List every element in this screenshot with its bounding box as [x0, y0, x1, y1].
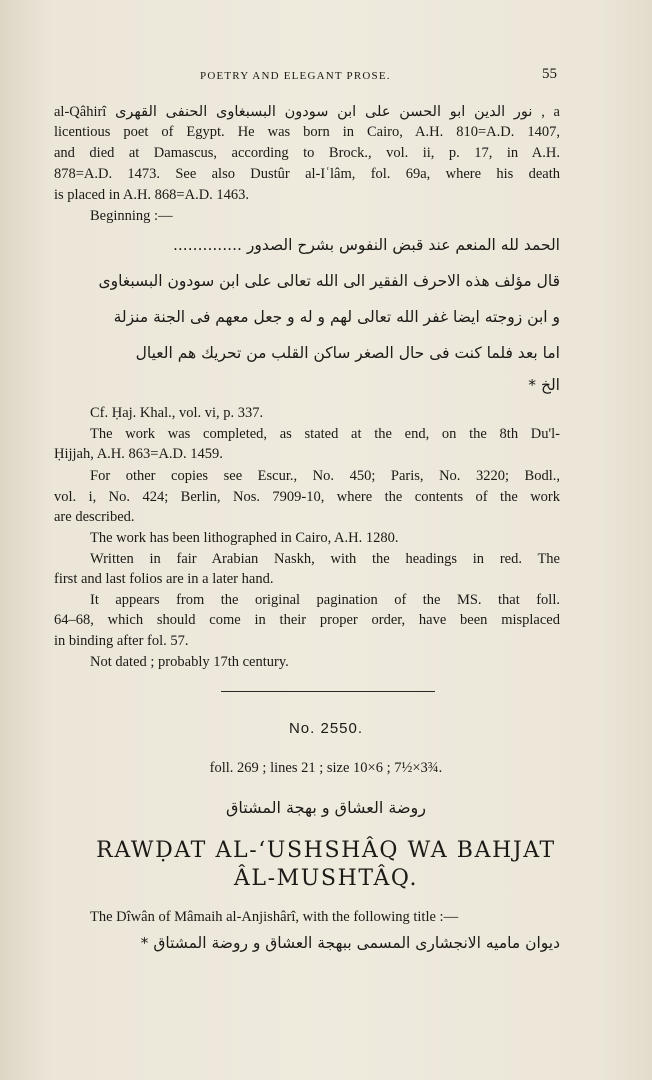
note-line: vol. i, No. 424; Berlin, Nos. 7909-10, where the contents of the work: [54, 489, 560, 505]
author-line: al-Qâhirî نور الدين ابو الحسن على ابن سودون البسبغاوى الحنفى القهرى , a: [54, 104, 560, 120]
note-line: in binding after fol. 57.: [54, 633, 189, 649]
note-line: The work was completed, as stated at the end, on the 8th Du'l-: [90, 426, 560, 442]
arabic-incipit-line: قال مؤلف هذه الاحرف الفقير الى الله تعالى على ابن سودون البسبغاوى: [98, 272, 560, 290]
arabic-incipit-line: اما بعد فلما كنت فى حال الصغر ساكن القلب من تحريك هم العيال: [135, 344, 560, 362]
note-line: The work has been lithographed in Cairo, A.H. 1280.: [90, 530, 399, 546]
description-line: The Dîwân of Mâmaih al-Anjishârî, with the following title :—: [90, 909, 459, 925]
arabic-title-quote: ديوان ماميه الانجشارى المسمى ببهجة العشاق و روضة المشتاق *: [140, 934, 560, 952]
note-line: Not dated ; probably 17th century.: [90, 654, 289, 670]
folio-info: foll. 269 ; lines 21 ; size 10×6 ; 7½×3¾.: [209, 760, 443, 776]
beginning-label: Beginning :—: [90, 208, 173, 224]
text-line: licentious poet of Egypt. He was born in Cairo, A.H. 810=A.D. 1407,: [54, 124, 560, 140]
text-line: 878=A.D. 1473. See also Dustûr al-Iʿlâm, fol. 69a, where his death: [54, 166, 560, 182]
note-line: are described.: [54, 509, 135, 525]
note-line: Written in fair Arabian Naskh, with the headings in red. The: [90, 551, 560, 567]
work-title-line-1: RAWḌAT AL-‘USHSHÂQ WA BAHJAT: [96, 838, 556, 863]
page-header: [0, 66, 652, 86]
work-title-line-2: ÂL-MUSHTÂQ.: [233, 866, 419, 891]
section-divider: [221, 691, 435, 692]
arabic-incipit-line: الخ *: [528, 376, 560, 394]
note-line: 64–68, which should come in their proper order, have been misplaced: [54, 612, 560, 628]
note-line: Ḥijjah, A.H. 863=A.D. 1459.: [54, 446, 223, 462]
arabic-incipit-line: و ابن زوجته ايضا غفر الله تعالى لهم و له و جعل معهم فى الجنة منزلة: [113, 308, 560, 326]
note-line: Cf. Ḥaj. Khal., vol. vi, p. 337.: [90, 405, 264, 421]
note-line: first and last folios are in a later hand.: [54, 571, 274, 587]
text-line: is placed in A.H. 868=A.D. 1463.: [54, 187, 250, 203]
note-line: For other copies see Escur., No. 450; Paris, No. 3220; Bodl.,: [90, 468, 560, 484]
page-number: 55: [542, 66, 557, 82]
entry-number: No. 2550.: [288, 720, 364, 737]
arabic-title: روضة العشاق و بهجة المشتاق: [226, 798, 426, 817]
note-line: It appears from the original pagination of the MS. that foll.: [90, 592, 560, 608]
arabic-incipit-line: الحمد لله المنعم عند قبض النفوس بشرح الصدور ..............: [172, 236, 560, 254]
text-line: and died at Damascus, according to Brock., vol. ii, p. 17, in A.H.: [54, 145, 560, 161]
running-title: POETRY AND ELEGANT PROSE.: [200, 70, 391, 82]
